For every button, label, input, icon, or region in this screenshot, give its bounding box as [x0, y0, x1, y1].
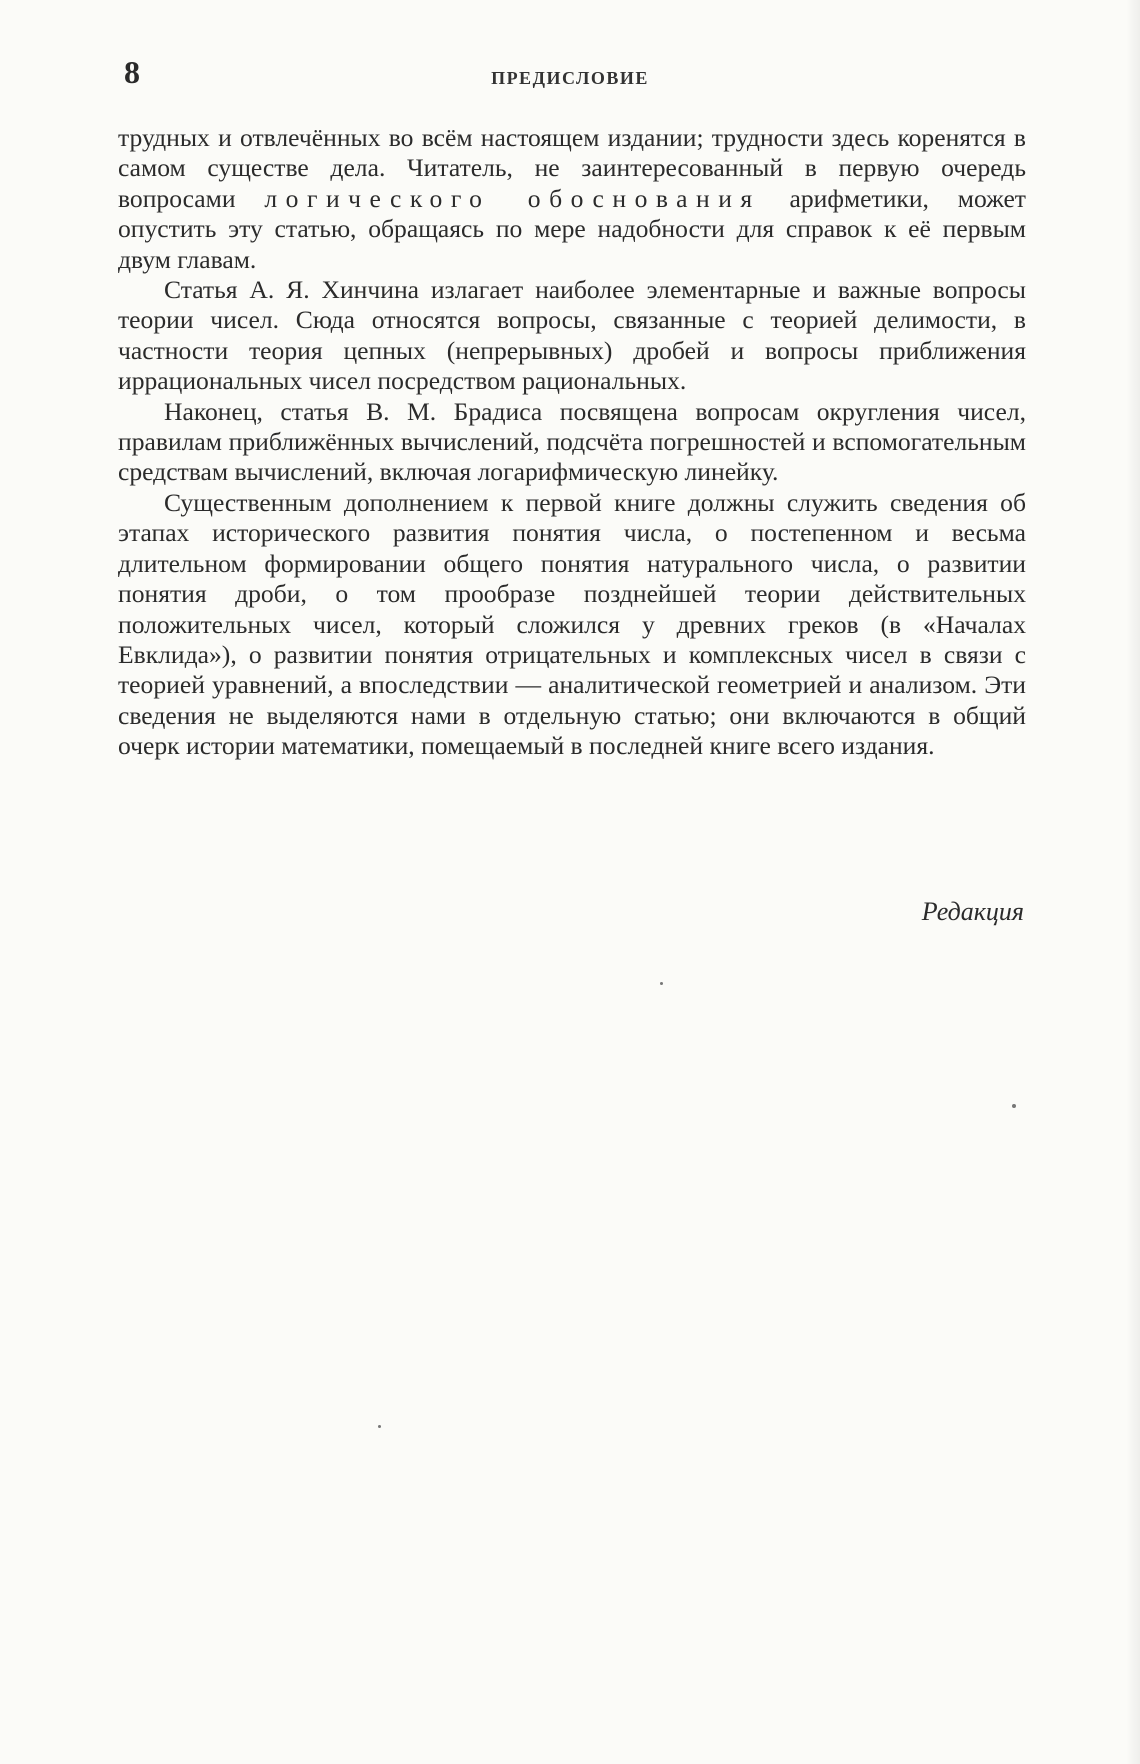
paragraph-1-text-a: трудных и отвлечённых во всём настоящем издании; трудности здесь коренятся в самом существе дела. Читатель, не заинтересованный в первую очередь вопросами — [118, 123, 1026, 213]
signature-editors: Редакция — [921, 897, 1024, 926]
paragraph-3: Наконец, статья В. М. Брадиса посвящена вопросам округления чисел, правилам приближённых вычислений, подсчёта погрешностей и вспомогательным средствам вычислений, включая логарифмическую линейку. — [118, 396, 1026, 487]
page-edge-shadow — [1126, 0, 1140, 1764]
paragraph-1 — [118, 123, 1026, 275]
paragraph-1-text-b: арифметики, может опустить эту статью, обращаясь по мере надобности для справок к её первым двум главам. — [118, 183, 1026, 274]
running-title: ПРЕДИСЛОВИЕ — [491, 68, 649, 88]
body-text — [118, 123, 1026, 762]
spaced-emphasis: логического обоснования — [264, 183, 761, 213]
paper-speck — [378, 1425, 381, 1428]
page-number: 8 — [124, 54, 140, 90]
paragraph-4: Существенным дополнением к первой книге должны служить сведения об этапах исторического развития понятия числа, о постепенном и весьма длительном формировании общего понятия натурального числа, о развитии понятия дроби, о том прообразе позднейшей теории действительных положительных чисел, который сложился у древних греков (в «Началах Евклида»), о развитии понятия отрицательных и комплексных чисел в связи с теорией уравнений, а впоследствии — аналитической геометрией и анализом. Эти сведения не выделяются нами в отдельную статью; они включаются в общий очерк истории математики, помещаемый в последней книге всего издания. — [118, 487, 1026, 761]
paper-speck — [660, 982, 663, 985]
paragraph-2: Статья А. Я. Хинчина излагает наиболее элементарные и важные вопросы теории чисел. Сюда относятся вопросы, связанные с теорией делимости, в частности теория цепных (непрерывных) дробей и вопросы приближения иррациональных чисел посредством рациональных. — [118, 275, 1026, 396]
paper-speck — [1012, 1104, 1016, 1108]
page-header — [0, 52, 1140, 92]
